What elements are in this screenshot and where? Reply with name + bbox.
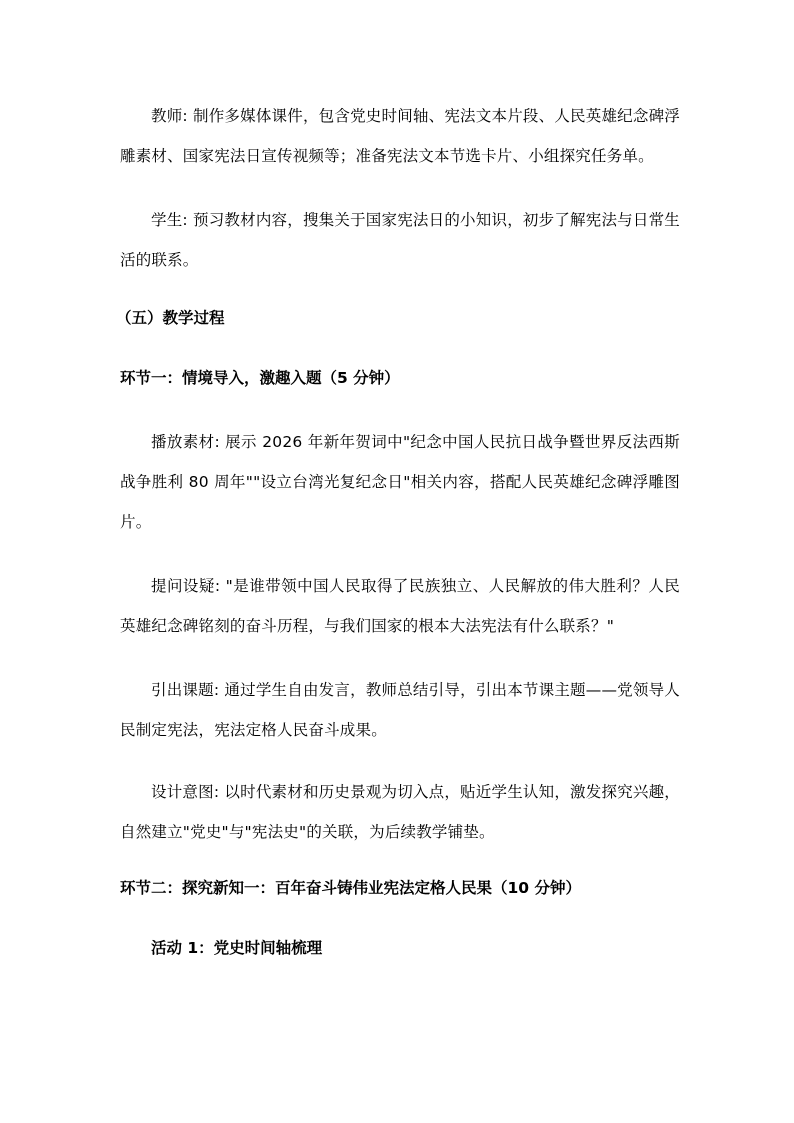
stage1-question-paragraph: 提问设疑: "是谁带领中国人民取得了民族独立、人民解放的伟大胜利？人民英雄纪念碑铭刻的奋斗历程，与我们国家的根本大法宪法有什么联系？" xyxy=(120,577,680,635)
prep-teacher-paragraph: 教师: 制作多媒体课件，包含党史时间轴、宪法文本片段、人民英雄纪念碑浮雕素材、国家宪法日宣传视频等；准备宪法文本节选卡片、小组探究任务单。 xyxy=(120,107,680,165)
stage1-intent-paragraph: 设计意图: 以时代素材和历史景观为切入点，贴近学生认知，激发探究兴趣，自然建立"党史"与"宪法史"的关联，为后续教学铺垫。 xyxy=(120,783,680,841)
section-title: （五）教学过程 xyxy=(116,309,225,327)
prep-student-paragraph: 学生: 预习教材内容，搜集关于国家宪法日的小知识，初步了解宪法与日常生活的联系。 xyxy=(120,211,680,269)
stage1-title: 环节一：情境导入，激趣入题（5 分钟） xyxy=(120,369,400,387)
stage1-material-paragraph: 播放素材: 展示 2026 年新年贺词中"纪念中国人民抗日战争暨世界反法西斯战争胜利 80 周年""设立台湾光复纪念日"相关内容，搭配人民英雄纪念碑浮雕图片。 xyxy=(120,433,680,531)
stage2-title: 环节二：探究新知一：百年奋斗铸伟业宪法定格人民果（10 分钟） xyxy=(120,879,581,897)
stage1-topic-paragraph: 引出课题: 通过学生自由发言，教师总结引导，引出本节课主题——党领导人民制定宪法，宪法定格人民奋斗成果。 xyxy=(120,681,680,739)
stage2-activity1-heading: 活动 1：党史时间轴梳理 xyxy=(151,939,323,957)
